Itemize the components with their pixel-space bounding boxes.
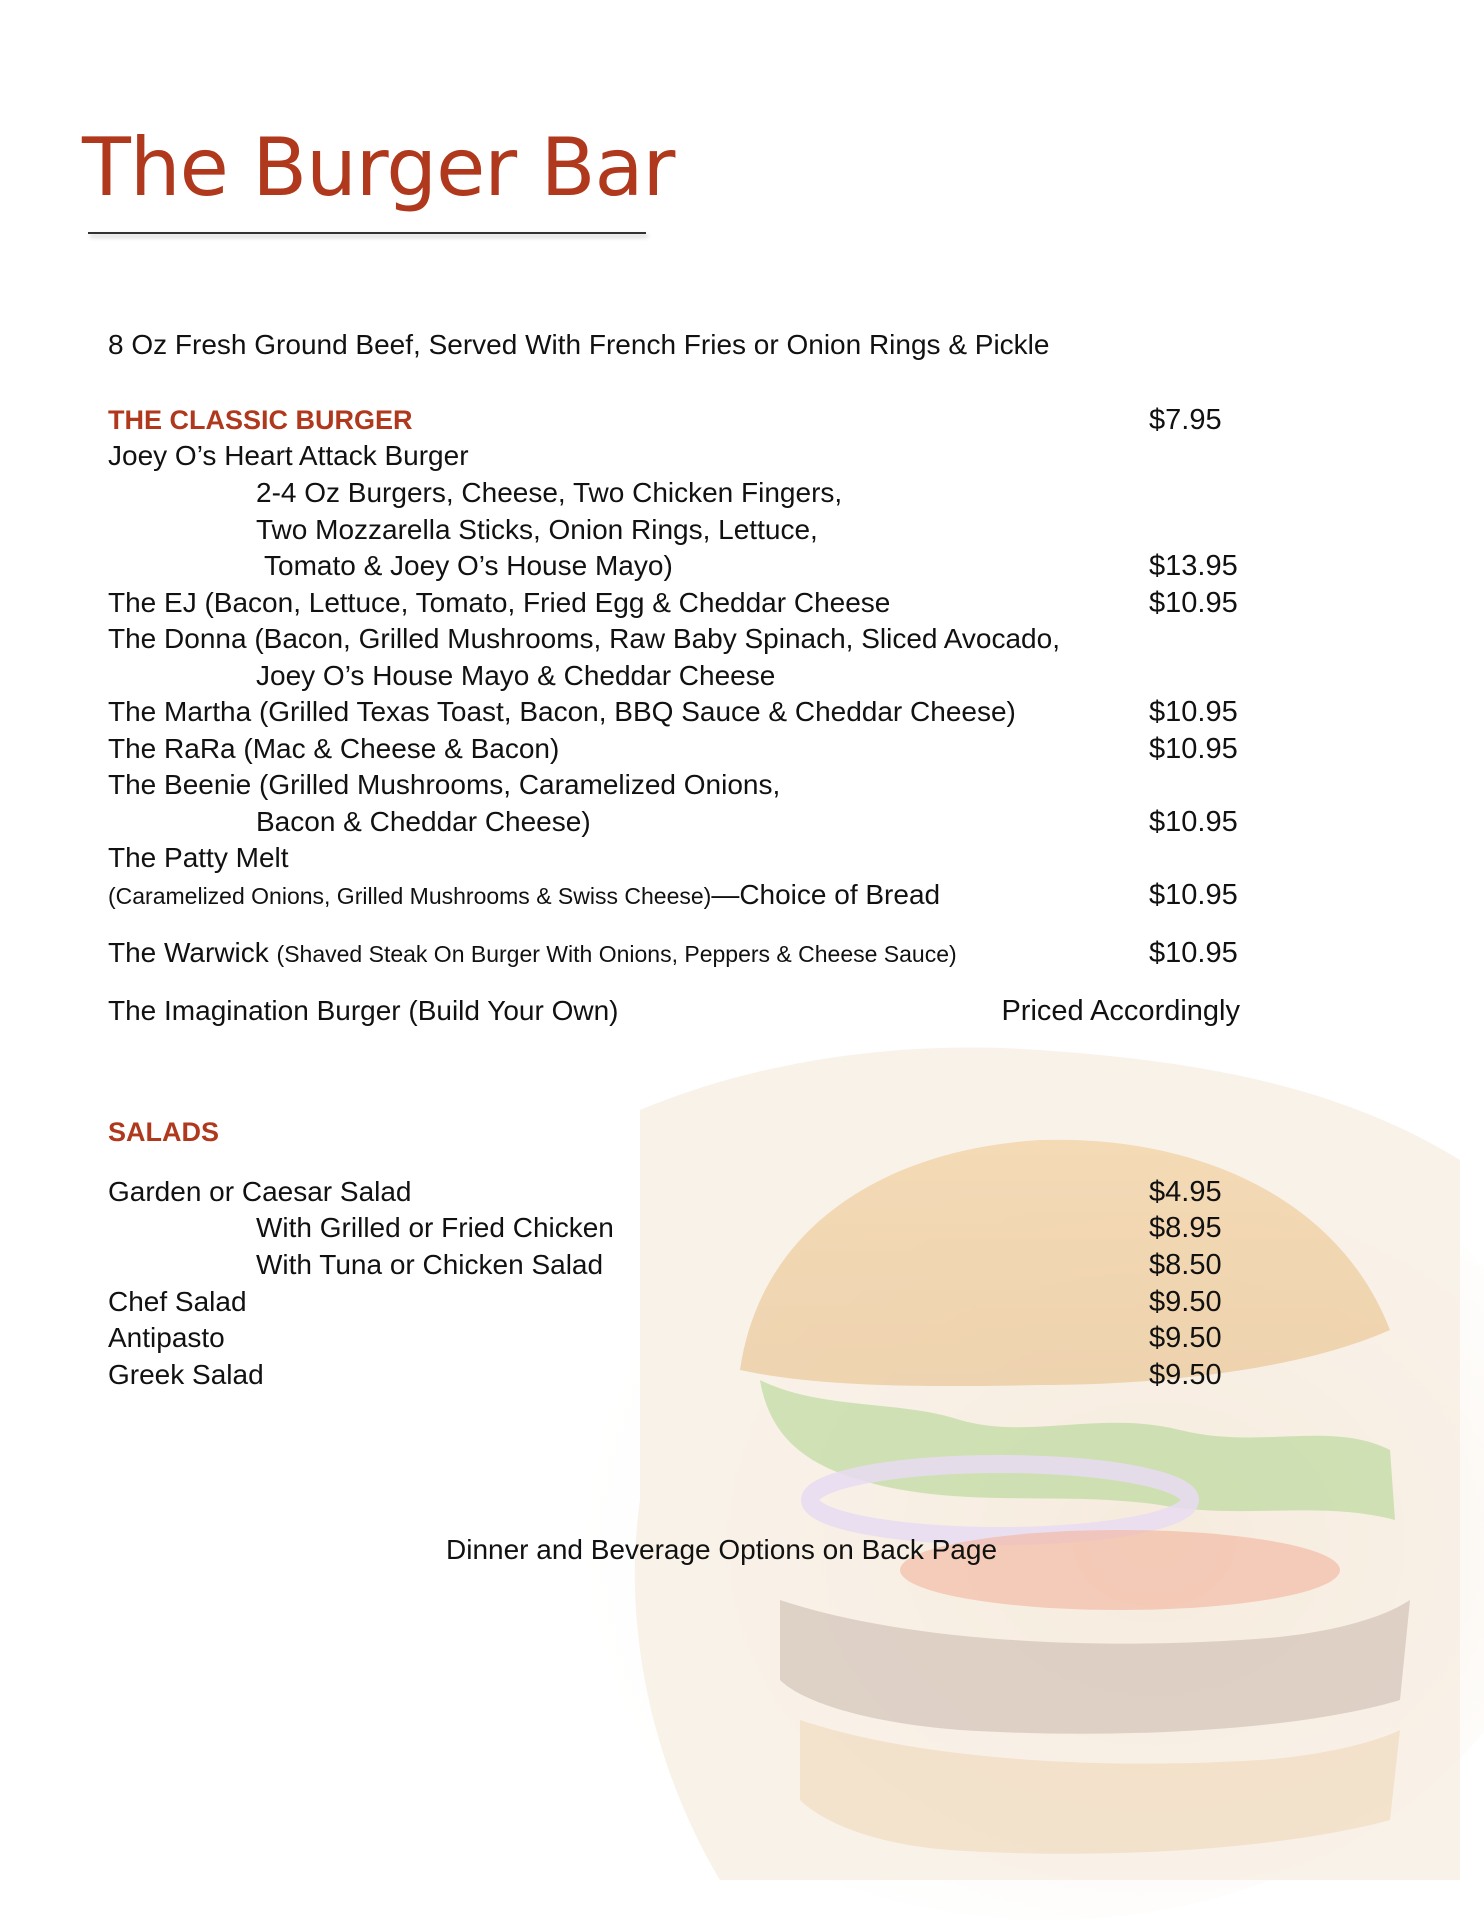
patty-melt-detail: (Caramelized Onions, Grilled Mushrooms & Swiss Cheese) [108,883,712,909]
section-heading-salads: SALADS [108,1117,220,1147]
menu-item-martha-price: $10.95 [1149,696,1238,728]
menu-item-beenie-2: Bacon & Cheddar Cheese) [256,806,591,837]
menu-item-beenie-price: $10.95 [1149,806,1238,838]
menu-item-joey-price: $13.95 [1149,550,1238,582]
menu-item-patty-melt-name: The Patty Melt [108,842,289,873]
title-underline [88,232,646,234]
menu-item-rara-price: $10.95 [1149,733,1238,765]
salad-item-greek-price: $9.50 [1149,1359,1222,1391]
warwick-detail: (Shaved Steak On Burger With Onions, Peppers & Cheese Sauce) [276,941,957,967]
salad-item-garden-price: $4.95 [1149,1176,1222,1208]
menu-item-joey-desc-1: 2-4 Oz Burgers, Cheese, Two Chicken Fingers, [256,477,843,508]
menu-item-warwick-price: $10.95 [1149,937,1238,969]
intro-text: 8 Oz Fresh Ground Beef, Served With French Fries or Onion Rings & Pickle [108,329,1050,360]
classic-burger-price: $7.95 [1149,404,1222,436]
salad-item-antipasto: Antipasto [108,1322,225,1353]
salad-item-chef-price: $9.50 [1149,1286,1222,1318]
menu-item-patty-melt-price: $10.95 [1149,879,1238,911]
menu-item-imagination: The Imagination Burger (Build Your Own) [108,995,619,1026]
menu-item-ej: The EJ (Bacon, Lettuce, Tomato, Fried Egg & Cheddar Cheese [108,587,891,618]
menu-item-rara: The RaRa (Mac & Cheese & Bacon) [108,733,560,764]
menu-item-joey-name: Joey O’s Heart Attack Burger [108,440,469,471]
salad-item-grilled-chicken: With Grilled or Fried Chicken [256,1212,614,1243]
salad-item-tuna-price: $8.50 [1149,1249,1222,1281]
salad-item-antipasto-price: $9.50 [1149,1322,1222,1354]
menu-item-beenie-1: The Beenie (Grilled Mushrooms, Caramelized Onions, [108,769,781,800]
menu-item-joey-desc-2: Two Mozzarella Sticks, Onion Rings, Lettuce, [256,514,818,545]
salad-item-tuna: With Tuna or Chicken Salad [256,1249,604,1280]
menu-item-warwick [108,935,957,972]
footer-note: Dinner and Beverage Options on Back Page [446,1534,998,1565]
section-heading-burgers: THE CLASSIC BURGER [108,405,413,435]
salad-item-garden: Garden or Caesar Salad [108,1176,412,1207]
page-title: The Burger Bar [82,121,675,214]
menu-item-ej-price: $10.95 [1149,587,1238,619]
salad-item-grilled-chicken-price: $8.95 [1149,1212,1222,1244]
salad-item-greek: Greek Salad [108,1359,264,1390]
menu-item-donna-2: Joey O’s House Mayo & Cheddar Cheese [256,660,776,691]
menu-item-patty-melt-desc [108,877,940,914]
menu-item-martha: The Martha (Grilled Texas Toast, Bacon, BBQ Sauce & Cheddar Cheese) [108,696,1016,727]
menu-item-donna-1: The Donna (Bacon, Grilled Mushrooms, Raw Baby Spinach, Sliced Avocado, [108,623,1060,654]
warwick-name: The Warwick [108,937,269,968]
patty-melt-choice: —Choice of Bread [711,879,941,910]
menu-item-joey-desc-3: Tomato & Joey O’s House Mayo) [264,550,673,581]
salad-item-chef: Chef Salad [108,1286,247,1317]
menu-item-imagination-price: Priced Accordingly [1001,995,1240,1027]
